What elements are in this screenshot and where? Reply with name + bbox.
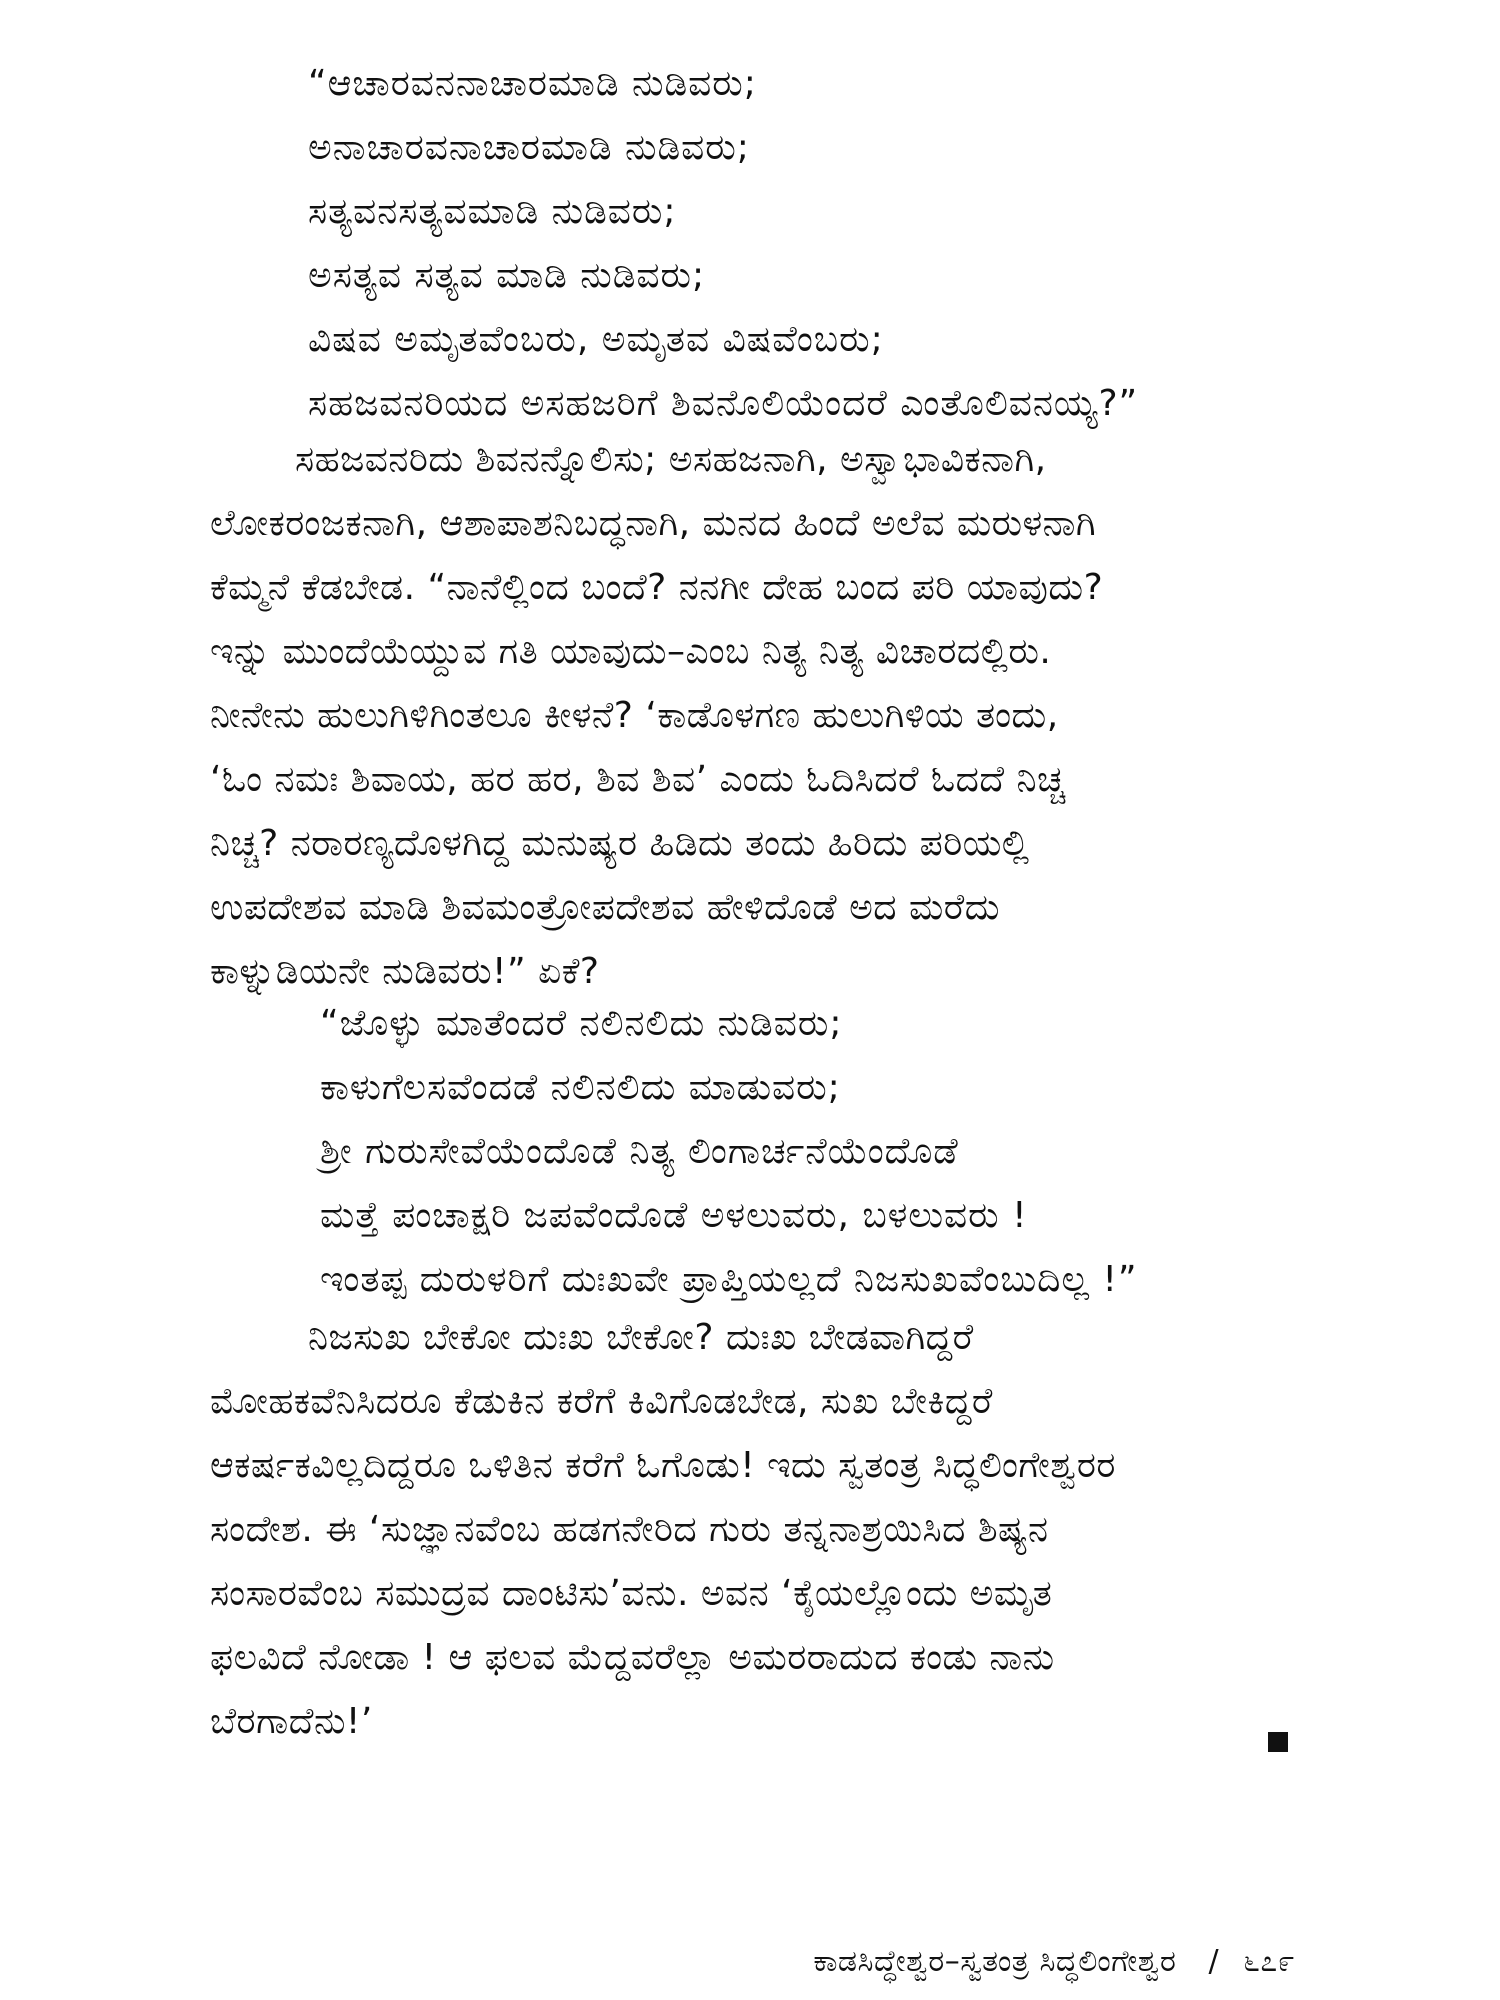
paragraph-line: ಸಂಸಾರವೆಂಬ ಸಮುದ್ರವ ದಾಂಟಿಸು’ವನು. ಅವನ ‘ಕೈಯಲ್ಲೊಂದು ಅಮೃತ xyxy=(210,1573,1053,1614)
paragraph-line: ಉಪದೇಶವ ಮಾಡಿ ಶಿವಮಂತ್ರೋಪದೇಶವ ಹೇಳಿದೊಡೆ ಅದ ಮರೆದು xyxy=(210,887,1000,928)
page-footer xyxy=(813,1942,1295,1982)
paragraph-line: ಬೆರಗಾದೆನು!’ xyxy=(210,1701,373,1742)
verse-line: ಇಂತಪ್ಪ ದುರುಳರಿಗೆ ದುಃಖವೇ ಪ್ರಾಪ್ತಿಯಲ್ಲದೆ ನಿಜಸುಖವೆಂಬುದಿಲ್ಲ !” xyxy=(320,1259,1138,1300)
body-paragraph-1 xyxy=(210,428,1295,1004)
paragraph-line: ಆಕರ್ಷಕವಿಲ್ಲದಿದ್ದರೂ ಒಳಿತಿನ ಕರೆಗೆ ಓಗೊಡು! ಇದು ಸ್ವತಂತ್ರ ಸಿದ್ಧಲಿಂಗೇಶ್ವರರ xyxy=(210,1445,1116,1486)
verse-line: ಶ್ರೀ ಗುರುಸೇವೆಯೆಂದೊಡೆ ನಿತ್ಯ ಲಿಂಗಾರ್ಚನೆಯೆಂದೊಡೆ xyxy=(320,1131,959,1172)
verse-line: ಕಾಳುಗೆಲಸವೆಂದಡೆ ನಲಿನಲಿದು ಮಾಡುವರು; xyxy=(320,1067,841,1108)
running-title: ಕಾಡಸಿದ್ಧೇಶ್ವರ–ಸ್ವತಂತ್ರ ಸಿದ್ಧಲಿಂಗೇಶ್ವರ xyxy=(813,1944,1177,1979)
vachana-quote-2 xyxy=(320,992,1320,1312)
paragraph-line: ಮೋಹಕವೆನಿಸಿದರೂ ಕೆಡುಕಿನ ಕರೆಗೆ ಕಿವಿಗೊಡಬೇಡ, ಸುಖ ಬೇಕಿದ್ದರೆ xyxy=(210,1381,993,1422)
verse-line: ಅನಾಚಾರವನಾಚಾರಮಾಡಿ ನುಡಿವರು; xyxy=(308,127,750,168)
paragraph-line: ಸಂದೇಶ. ಈ ‘ಸುಜ್ಞಾನವೆಂಬ ಹಡಗನೇರಿದ ಗುರು ತನ್ನನಾಶ್ರಯಿಸಿದ ಶಿಷ್ಯನ xyxy=(210,1509,1049,1550)
verse-line: ಮತ್ತೆ ಪಂಚಾಕ್ಷರಿ ಜಪವೆಂದೊಡೆ ಅಳಲುವರು, ಬಳಲುವರು ! xyxy=(320,1195,1028,1236)
verse-line: “ಆಚಾರವನನಾಚಾರಮಾಡಿ ನುಡಿವರು; xyxy=(308,63,757,104)
verse-line: ಸಹಜವನರಿಯದ ಅಸಹಜರಿಗೆ ಶಿವನೊಲಿಯೆಂದರೆ ಎಂತೊಲಿವನಯ್ಯ?” xyxy=(308,383,1139,424)
verse-line: ಸತ್ಯವನಸತ್ಯವಮಾಡಿ ನುಡಿವರು; xyxy=(308,191,677,232)
paragraph-line: ಇನ್ನು ಮುಂದೆಯೆಯ್ದುವ ಗತಿ ಯಾವುದು–ಎಂಬ ನಿತ್ಯ ನಿತ್ಯ ವಿಚಾರದಲ್ಲಿರು. xyxy=(210,631,1052,672)
end-of-section-square-icon xyxy=(1268,1732,1288,1752)
footer-separator: / xyxy=(1208,1944,1220,1979)
paragraph-line: ನೀನೇನು ಹುಲುಗಿಳಿಗಿಂತಲೂ ಕೀಳನೆ? ‘ಕಾಡೊಳಗಣ ಹುಲುಗಿಳಿಯ ತಂದು, xyxy=(210,695,1059,736)
body-paragraph-2 xyxy=(210,1306,1295,1754)
verse-line: ಅಸತ್ಯವ ಸತ್ಯವ ಮಾಡಿ ನುಡಿವರು; xyxy=(308,255,706,296)
paragraph-line: ‘ಓಂ ನಮಃ ಶಿವಾಯ, ಹರ ಹರ, ಶಿವ ಶಿವ’ ಎಂದು ಓದಿಸಿದರೆ ಓದದೆ ನಿಚ್ಚ xyxy=(210,759,1066,800)
paragraph-line: ಕಾಳ್ನುಡಿಯನೇ ನುಡಿವರು!” ಏಕೆ? xyxy=(210,951,600,992)
paragraph-line: ಲೋಕರಂಜಕನಾಗಿ, ಆಶಾಪಾಶನಿಬದ್ಧನಾಗಿ, ಮನದ ಹಿಂದೆ ಅಲೆವ ಮರುಳನಾಗಿ xyxy=(210,503,1097,544)
paragraph-line: ಕೆಮ್ಮನೆ ಕೆಡಬೇಡ. “ನಾನೆಲ್ಲಿಂದ ಬಂದೆ? ನನಗೀ ದೇಹ ಬಂದ ಪರಿ ಯಾವುದು? xyxy=(210,567,1104,608)
paragraph-line: ಸಹಜವನರಿದು ಶಿವನನ್ನೊಲಿಸು; ಅಸಹಜನಾಗಿ, ಅಸ್ವಾಭಾವಿಕನಾಗಿ, xyxy=(295,439,1047,480)
paragraph-line: ನಿಜಸುಖ ಬೇಕೋ ದುಃಖ ಬೇಕೋ? ದುಃಖ ಬೇಡವಾಗಿದ್ದರೆ xyxy=(308,1317,974,1358)
vachana-quote-1 xyxy=(308,52,1308,436)
paragraph-line: ನಿಚ್ಚ? ನರಾರಣ್ಯದೊಳಗಿದ್ದ ಮನುಷ್ಯರ ಹಿಡಿದು ತಂದು ಹಿರಿದು ಪರಿಯಲ್ಲಿ xyxy=(210,823,1030,864)
verse-line: “ಜೊಳ್ಳು ಮಾತೆಂದರೆ ನಲಿನಲಿದು ನುಡಿವರು; xyxy=(320,1003,843,1044)
verse-line: ವಿಷವ ಅಮೃತವೆಂಬರು, ಅಮೃತವ ವಿಷವೆಂಬರು; xyxy=(308,319,884,360)
paragraph-line: ಫಲವಿದೆ ನೋಡಾ ! ಆ ಫಲವ ಮೆದ್ದವರೆಲ್ಲಾ ಅಮರರಾದುದ ಕಂಡು ನಾನು xyxy=(210,1637,1055,1678)
page-number: ೬೭೯ xyxy=(1243,1944,1295,1979)
